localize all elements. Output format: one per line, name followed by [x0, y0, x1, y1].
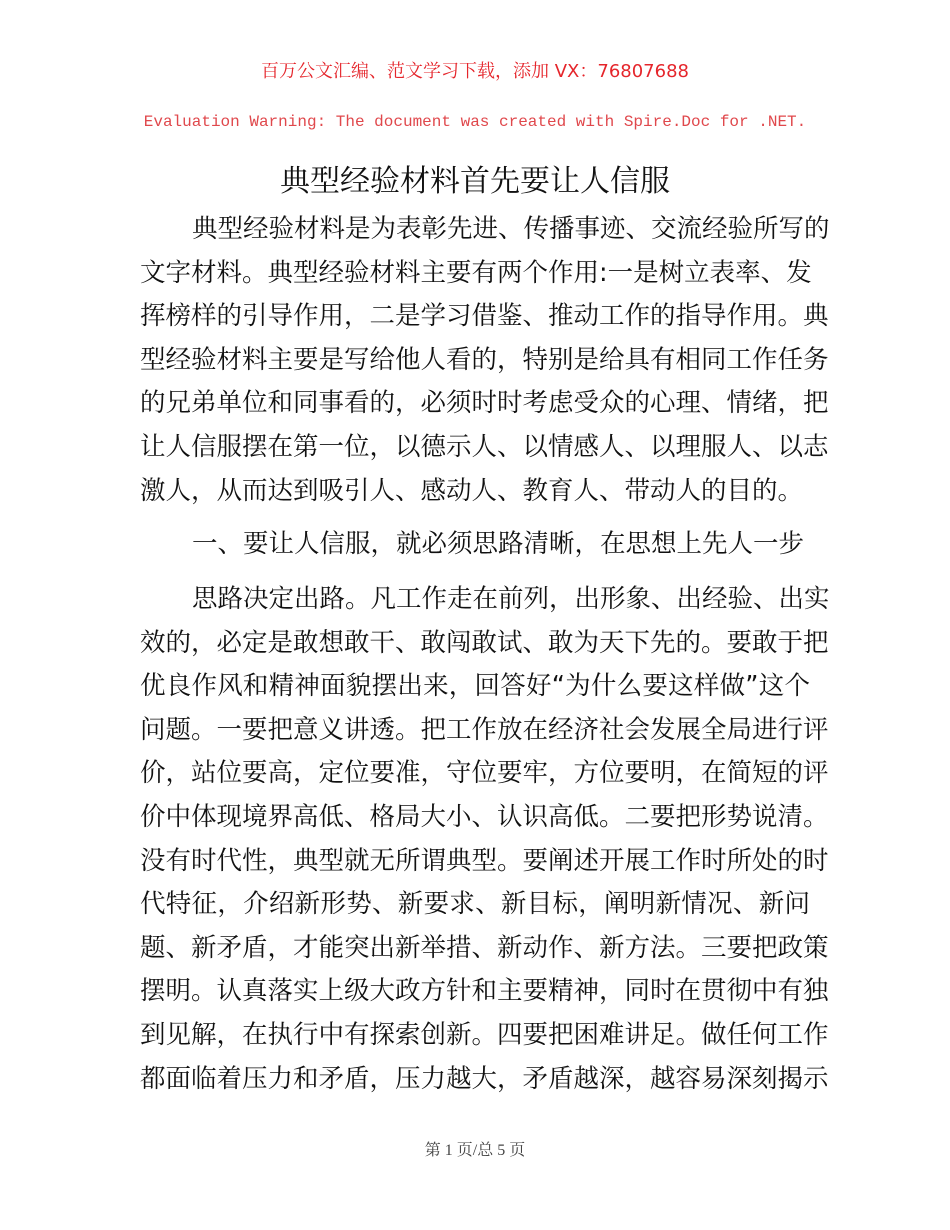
ad-banner-text: 百万公文汇编、范文学习下载，添加 VX：76807688 — [261, 61, 689, 82]
text-line: 问题。一要把意义讲透。把工作放在经济社会发展全局进行评 — [140, 714, 829, 745]
text-line: 到见解，在执行中有探索创新。四要把困难讲足。做任何工作 — [140, 1019, 829, 1050]
text-line: 效的，必定是敢想敢干、敢闯敢试、敢为天下先的。要敢于把 — [140, 627, 829, 658]
text-line: 激人，从而达到吸引人、感动人、教育人、带动人的目的。 — [140, 475, 804, 506]
evaluation-warning: Evaluation Warning: The document was created with Spire.Doc for .NET. — [143, 113, 807, 131]
text-line: 典型经验材料是为表彰先进、传播事迹、交流经验所写的 — [192, 214, 830, 244]
text-line: 价，站位要高，定位要准，守位要牢，方位要明，在简短的评 — [140, 758, 829, 789]
text-line: 价中体现境界高低、格局大小、认识高低。二要把形势说清。 — [140, 801, 829, 832]
text-line: 型经验材料主要是写给他人看的，特别是给具有相同工作任务 — [140, 344, 829, 375]
text-line: 摆明。认真落实上级大政方针和主要精神，同时在贯彻中有独 — [140, 976, 829, 1007]
text-line: 思路决定出路。凡工作走在前列，出形象、出经验、出实 — [192, 584, 830, 614]
paragraph-section-1 — [140, 578, 830, 1101]
text-line: 文字材料。典型经验材料主要有两个作用:一是树立表率、发 — [140, 257, 812, 288]
text-line: 让人信服摆在第一位，以德示人、以情感人、以理服人、以志 — [140, 431, 829, 462]
paragraph-intro — [140, 208, 830, 513]
text-line: 题、新矛盾，才能突出新举措、新动作、新方法。三要把政策 — [140, 932, 829, 963]
text-line: 都面临着压力和矛盾，压力越大，矛盾越深，越容易深刻揭示 — [140, 1063, 829, 1094]
page-number: 第 1 页/总 5 页 — [424, 1142, 526, 1159]
text-line: 优良作风和精神面貌摆出来，回答好“为什么要这样做”这个 — [140, 671, 810, 702]
document-title: 典型经验材料首先要让人信服 — [280, 164, 670, 199]
text-line: 的兄弟单位和同事看的，必须时时考虑受众的心理、情绪，把 — [140, 388, 829, 419]
section-heading: 一、要让人信服，就必须思路清晰，在思想上先人一步 — [192, 529, 805, 559]
text-line: 挥榜样的引导作用，二是学习借鉴、推动工作的指导作用。典 — [140, 301, 829, 332]
text-line: 代特征，介绍新形势、新要求、新目标，阐明新情况、新问 — [140, 889, 810, 920]
text-line: 没有时代性，典型就无所谓典型。要阐述开展工作时所处的时 — [140, 845, 829, 876]
